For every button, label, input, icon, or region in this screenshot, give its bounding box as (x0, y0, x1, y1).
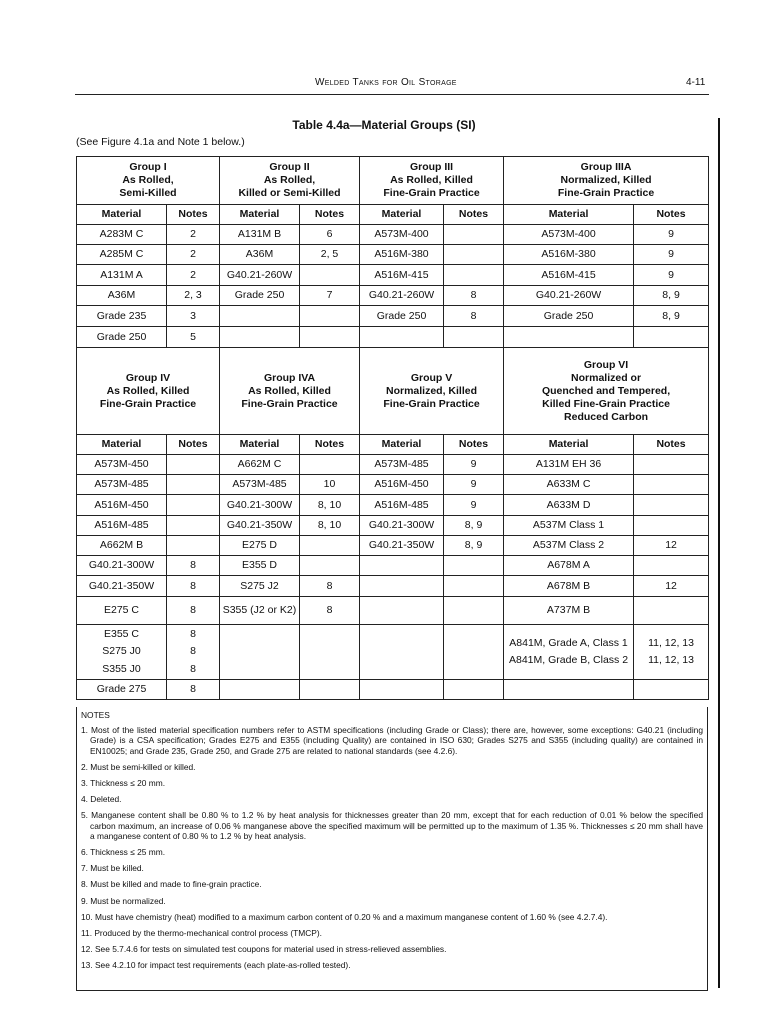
notes-cell: 7 (300, 286, 360, 306)
group-header (504, 157, 709, 205)
table-row (77, 495, 709, 516)
material-cell (360, 327, 444, 348)
notes-cell (167, 536, 220, 556)
notes-cell (300, 680, 360, 700)
notes-cell (634, 327, 709, 348)
table-row (77, 286, 709, 306)
group-header-line: Killed Fine-Grain Practice (542, 397, 670, 410)
material-cell (360, 576, 444, 597)
material-cell (504, 680, 634, 700)
material-cell: E355 D (220, 556, 300, 576)
group-header-line: As Rolled, (122, 174, 174, 186)
table-row (77, 475, 709, 495)
notes-cell (444, 265, 504, 286)
material-cell: A573M-485 (77, 475, 167, 495)
notes-cell: 8 (167, 556, 220, 576)
notes-cell (634, 516, 709, 536)
material-cell: A633M C (504, 475, 634, 495)
change-bar (718, 118, 720, 988)
material-cell: E355 C S275 J0 S355 J0 (77, 625, 167, 680)
group-header-row (77, 157, 709, 205)
group-header (360, 348, 504, 435)
notes-cell (634, 597, 709, 625)
table-row (77, 516, 709, 536)
material-cell: A131M A (77, 265, 167, 286)
notes-cell (634, 455, 709, 475)
notes-cell: 2, 3 (167, 286, 220, 306)
table-row (77, 225, 709, 245)
notes-cell (300, 556, 360, 576)
material-cell: Grade 275 (77, 680, 167, 700)
material-cell: A516M-415 (360, 265, 444, 286)
notes-cell: 8 (444, 306, 504, 327)
table-row (77, 556, 709, 576)
note-item: 10. Must have chemistry (heat) modified to a maximum carbon content of 0.20 % and a maximum manganese content of 1.60 % (see 4.2.7.4). (81, 911, 608, 922)
notes-column-header: Notes (444, 435, 504, 455)
notes-cell: 8 (300, 576, 360, 597)
notes-cell: 2 (167, 245, 220, 265)
material-cell: G40.21-260W (360, 286, 444, 306)
notes-column-header: Notes (444, 205, 504, 225)
group-header (504, 348, 709, 435)
notes-cell: 8 (167, 576, 220, 597)
notes-cell (167, 455, 220, 475)
note-item: 12. See 5.7.4.6 for tests on simulated test coupons for material used in stress-relieved assemblies. (81, 944, 447, 955)
material-cell (220, 306, 300, 327)
notes-cell: 8 (167, 680, 220, 700)
note-item: 6. Thickness ≤ 25 mm. (81, 847, 166, 858)
note-item: 8. Must be killed and made to fine-grain practice. (81, 879, 262, 890)
material-cell: A678M B (504, 576, 634, 597)
notes-cell: 11, 12, 13 11, 12, 13 (634, 625, 709, 680)
group-header (360, 157, 504, 205)
group-header-line: Semi-Killed (119, 187, 177, 199)
header-rule (75, 94, 709, 95)
group-header (220, 348, 360, 435)
notes-cell: 9 (444, 495, 504, 516)
material-cell: Grade 250 (360, 306, 444, 327)
material-cell (360, 556, 444, 576)
note-item: 1. Most of the listed material specification numbers refer to ASTM specifications (including Grade or Class); there are, however, some exceptions: G40.21 (including Grade) is a CSA specification; Grades E275 and E355 (including Quality) are contained in ISO 630; Grades S275 and S355 (including quality) are contained in EN10025; and Grade 235, Grade 250, and Grade 275 are related to national standards (see 4.2.6). (81, 725, 703, 756)
running-title: Welded Tanks for Oil Storage (315, 77, 457, 88)
notes-cell (634, 680, 709, 700)
material-column-header: Material (504, 205, 634, 225)
material-cell: E275 D (220, 536, 300, 556)
notes-cell: 8, 9 (444, 516, 504, 536)
notes-cell (634, 475, 709, 495)
notes-cell (634, 556, 709, 576)
material-cell: Grade 250 (77, 327, 167, 348)
notes-section (76, 707, 708, 991)
group-header-line: Fine-Grain Practice (99, 397, 197, 410)
column-header-row (77, 435, 709, 455)
group-header-line: Normalized or (571, 371, 642, 384)
group-header-line: Fine-Grain Practice (383, 397, 480, 410)
material-cell: Grade 250 (504, 306, 634, 327)
group-header-line: Fine-Grain Practice (241, 397, 338, 410)
table-row (77, 245, 709, 265)
table-row (77, 625, 709, 680)
notes-cell: 6 (300, 225, 360, 245)
notes-column-header: Notes (300, 435, 360, 455)
notes-cell: 8 (444, 286, 504, 306)
note-item: 9. Must be normalized. (81, 895, 166, 906)
group-header-line: Group V (410, 371, 453, 384)
page-number: 4-11 (686, 77, 706, 88)
notes-cell: 8, 9 (634, 286, 709, 306)
material-column-header: Material (220, 205, 300, 225)
group-header-line: Normalized, Killed (386, 384, 478, 397)
table-row (77, 597, 709, 625)
notes-cell: 8, 10 (300, 516, 360, 536)
material-cell: G40.21-260W (220, 265, 300, 286)
material-cell: G40.21-260W (504, 286, 634, 306)
notes-cell: 9 (444, 455, 504, 475)
table-row (77, 306, 709, 327)
notes-cell: 8 8 8 (167, 625, 220, 680)
material-cell: A573M-400 (504, 225, 634, 245)
notes-cell: 8, 10 (300, 495, 360, 516)
notes-cell: 8, 9 (444, 536, 504, 556)
material-cell: A516M-380 (504, 245, 634, 265)
material-column-header: Material (77, 205, 167, 225)
material-cell: G40.21-350W (77, 576, 167, 597)
table-row (77, 680, 709, 700)
notes-cell: 3 (167, 306, 220, 327)
material-cell: E275 C (77, 597, 167, 625)
group-header (220, 157, 360, 205)
notes-cell: 12 (634, 576, 709, 597)
group-header-line: Group II (269, 161, 310, 173)
group-header-line: Group VI (583, 358, 629, 371)
material-cell: Grade 235 (77, 306, 167, 327)
notes-cell: 2 (167, 225, 220, 245)
material-cell: A516M-380 (360, 245, 444, 265)
group-header-line: As Rolled, Killed (390, 174, 473, 186)
notes-cell: 8 (167, 597, 220, 625)
material-column-header: Material (77, 435, 167, 455)
notes-column-header: Notes (300, 205, 360, 225)
group-header-line: As Rolled, Killed (106, 384, 190, 397)
note-item: 5. Manganese content shall be 0.80 % to 1.2 % by heat analysis for thicknesses greater than 20 mm, except that for each reduction of 0.01 % below the specified carbon maximum, an increase of 0.06 % manganese above the specified maximum will be permitted up to the maximum of 1.35 %. Thicknesses ≤ 20 mm shall have a manganese content of 0.80 % to 1.2 % by heat analysis. (81, 810, 703, 841)
material-cell: S355 (J2 or K2) (220, 597, 300, 625)
material-cell (220, 625, 300, 680)
material-cell: S275 J2 (220, 576, 300, 597)
group-header (77, 348, 220, 435)
notes-cell: 12 (634, 536, 709, 556)
material-cell: Grade 250 (220, 286, 300, 306)
notes-column-header: Notes (167, 435, 220, 455)
group-header-line: As Rolled, Killed (248, 384, 331, 397)
material-cell (360, 597, 444, 625)
notes-cell: 2, 5 (300, 245, 360, 265)
material-cell (504, 327, 634, 348)
notes-cell (167, 495, 220, 516)
material-cell: G40.21-300W (220, 495, 300, 516)
note-item: 3. Thickness ≤ 20 mm. (81, 778, 166, 789)
material-column-header: Material (220, 435, 300, 455)
material-cell: A662M C (220, 455, 300, 475)
material-cell: A537M Class 1 (504, 516, 634, 536)
material-cell: A516M-450 (360, 475, 444, 495)
column-header-row (77, 205, 709, 225)
material-cell: A573M-485 (360, 455, 444, 475)
notes-cell: 9 (634, 265, 709, 286)
material-cell (220, 680, 300, 700)
material-cell: A516M-415 (504, 265, 634, 286)
notes-cell (634, 495, 709, 516)
material-cell: A573M-485 (220, 475, 300, 495)
group-header-line: As Rolled, (263, 174, 316, 186)
material-cell: A841M, Grade A, Class 1 A841M, Grade B, Class 2 (504, 625, 634, 680)
material-cell: A573M-400 (360, 225, 444, 245)
material-cell: G40.21-300W (77, 556, 167, 576)
group-header-row (77, 348, 709, 435)
notes-cell (300, 536, 360, 556)
group-header-line: Reduced Carbon (564, 410, 649, 423)
notes-cell (444, 625, 504, 680)
notes-cell: 8, 9 (634, 306, 709, 327)
notes-column-header: Notes (634, 205, 709, 225)
notes-column-header: Notes (167, 205, 220, 225)
notes-cell (300, 306, 360, 327)
note-item: 11. Produced by the thermo-mechanical control process (TMCP). (81, 928, 322, 939)
notes-cell (444, 680, 504, 700)
table-row (77, 536, 709, 556)
material-column-header: Material (360, 205, 444, 225)
material-cell: A678M A (504, 556, 634, 576)
material-cell: A131M EH 36 (504, 455, 634, 475)
material-cell: A516M-485 (360, 495, 444, 516)
group-header-line: Killed or Semi-Killed (238, 187, 341, 199)
notes-cell (444, 576, 504, 597)
table-row (77, 327, 709, 348)
table-title: Table 4.4a—Material Groups (SI) (292, 118, 476, 132)
notes-cell (167, 475, 220, 495)
material-cell: G40.21-300W (360, 516, 444, 536)
notes-cell: 10 (300, 475, 360, 495)
notes-cell (444, 556, 504, 576)
material-cell: G40.21-350W (360, 536, 444, 556)
table-row (77, 265, 709, 286)
notes-cell: 5 (167, 327, 220, 348)
note-item: 2. Must be semi-killed or killed. (81, 761, 196, 772)
material-cell: A573M-450 (77, 455, 167, 475)
group-header-line: Quenched and Tempered, (541, 384, 671, 397)
material-cell: A283M C (77, 225, 167, 245)
group-header-line: Group IV (125, 371, 171, 384)
group-header-line: Fine-Grain Practice (557, 187, 655, 199)
notes-cell (300, 625, 360, 680)
material-cell: A131M B (220, 225, 300, 245)
group-header (77, 157, 220, 205)
material-cell: A516M-485 (77, 516, 167, 536)
group-header-line: Fine-Grain Practice (383, 187, 480, 199)
material-cell: A516M-450 (77, 495, 167, 516)
note-item: 13. See 4.2.10 for impact test requirements (each plate-as-rolled tested). (81, 960, 351, 971)
notes-cell: 9 (634, 245, 709, 265)
notes-cell (300, 455, 360, 475)
group-header-line: Normalized, Killed (560, 174, 652, 186)
notes-heading: NOTES (81, 710, 110, 720)
material-cell: G40.21-350W (220, 516, 300, 536)
notes-column-header: Notes (634, 435, 709, 455)
table-subtitle: (See Figure 4.1a and Note 1 below.) (76, 136, 245, 148)
material-cell: A36M (220, 245, 300, 265)
note-item: 7. Must be killed. (81, 863, 144, 874)
notes-cell: 9 (444, 475, 504, 495)
table-row (77, 455, 709, 475)
material-cell: A537M Class 2 (504, 536, 634, 556)
notes-cell (444, 225, 504, 245)
note-item: 4. Deleted. (81, 794, 122, 805)
material-groups-table (76, 156, 709, 700)
group-header-line: Group IVA (263, 371, 316, 384)
notes-cell (444, 245, 504, 265)
material-column-header: Material (504, 435, 634, 455)
group-header-line: Group III (409, 161, 454, 173)
notes-cell (444, 327, 504, 348)
material-cell: A285M C (77, 245, 167, 265)
group-header-line: Group IIIA (580, 161, 632, 173)
notes-cell: 8 (300, 597, 360, 625)
material-cell: A633M D (504, 495, 634, 516)
material-column-header: Material (360, 435, 444, 455)
material-cell (220, 327, 300, 348)
notes-cell (444, 597, 504, 625)
notes-cell: 9 (634, 225, 709, 245)
notes-cell (300, 327, 360, 348)
material-cell: A737M B (504, 597, 634, 625)
group-header-line: Group I (129, 161, 167, 173)
notes-cell: 2 (167, 265, 220, 286)
material-cell: A36M (77, 286, 167, 306)
material-cell (360, 680, 444, 700)
notes-cell (167, 516, 220, 536)
notes-cell (300, 265, 360, 286)
material-cell (360, 625, 444, 680)
material-cell: A662M B (77, 536, 167, 556)
table-row (77, 576, 709, 597)
